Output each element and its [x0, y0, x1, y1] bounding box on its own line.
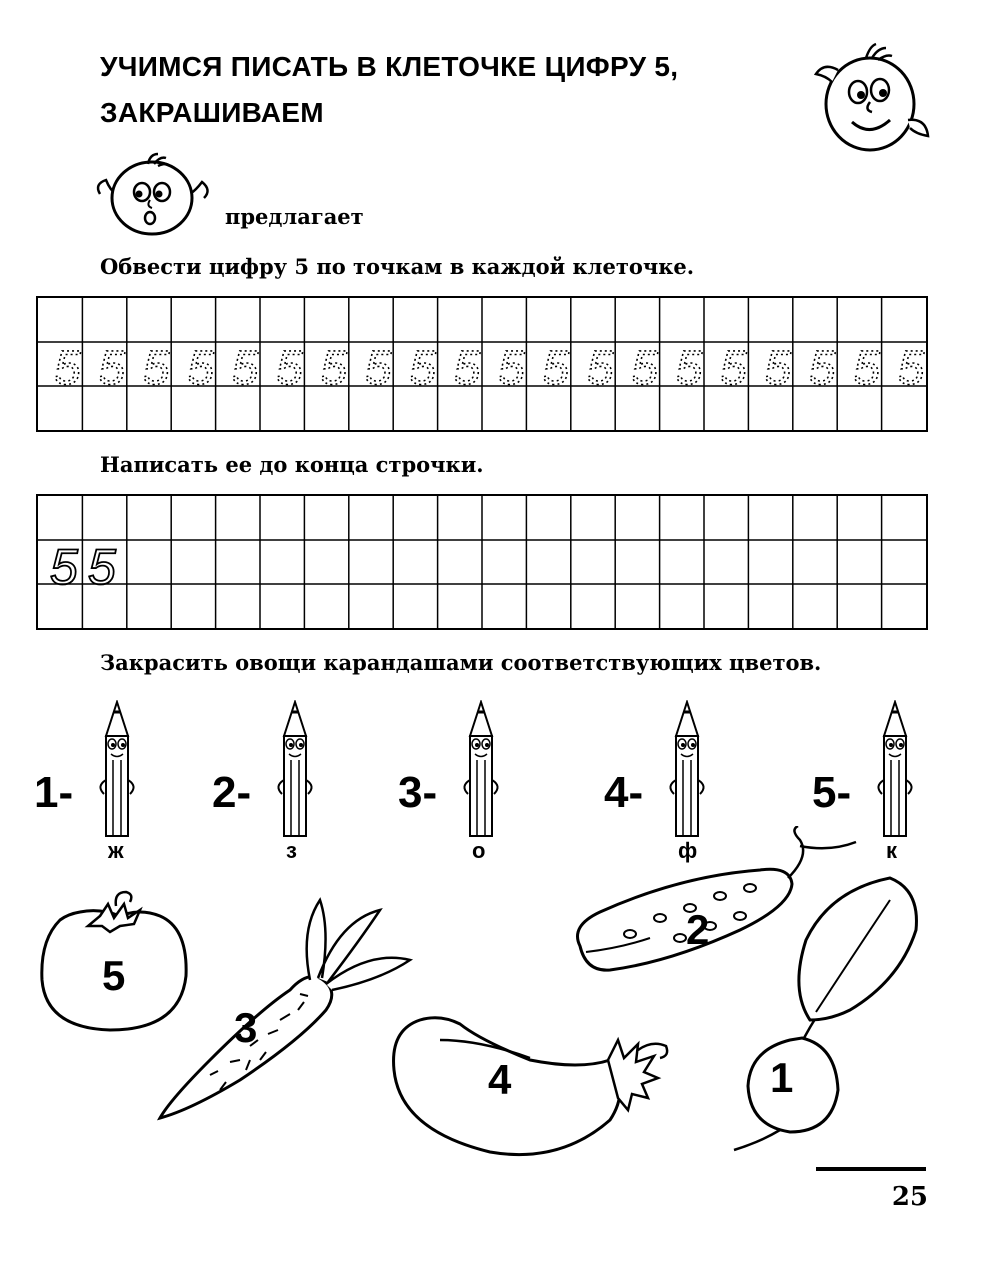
pencil-number: 5-	[812, 768, 852, 817]
pencil-number: 2-	[212, 768, 252, 817]
dotted-digit: 5	[187, 342, 214, 395]
dotted-digit: 5	[98, 342, 126, 395]
page-title	[100, 44, 700, 136]
radish-drawing[interactable]	[720, 870, 940, 1160]
title-line-1: УЧИМСЯ ПИСАТЬ В КЛЕТОЧКЕ ЦИФРУ 5,	[100, 51, 679, 82]
page-number: 25	[891, 1182, 928, 1212]
dotted-digit: 5	[142, 342, 170, 395]
trace-instruction: Обвести цифру 5 по точкам в каждой клеточке.	[100, 254, 695, 279]
pencil-color-letter: ж	[108, 838, 124, 863]
dotted-digit: 5	[320, 342, 348, 395]
pencil-item	[212, 700, 342, 870]
pencil-number: 4-	[604, 768, 644, 817]
dotted-digit: 5	[720, 342, 747, 395]
pencil-color-letter: о	[472, 838, 486, 863]
pencil-icon	[92, 700, 142, 840]
dotted-digit: 5	[631, 342, 658, 395]
tracing-grid[interactable]	[36, 296, 928, 432]
pencil-color-letter: ф	[678, 838, 698, 863]
dotted-digit: 5	[586, 342, 614, 395]
dotted-digit: 5	[675, 342, 703, 395]
pencil-icon	[270, 700, 320, 840]
dotted-digit: 5	[54, 342, 81, 395]
dotted-digit: 5	[498, 342, 525, 395]
write-instruction: Написать ее до конца строчки.	[100, 452, 484, 477]
pencil-item	[34, 700, 164, 870]
eggplant-drawing[interactable]	[380, 1000, 680, 1170]
pencil-item	[398, 700, 528, 870]
smiling-boy-face-icon	[808, 40, 938, 160]
pencil-icon	[456, 700, 506, 840]
title-line-2: ЗАКРАШИВАЕМ	[100, 97, 324, 128]
dotted-digit: 5	[808, 342, 836, 395]
tomato-number: 5	[102, 952, 126, 999]
pencil-icon	[662, 700, 712, 840]
example-digit: 5	[50, 539, 78, 595]
dotted-digit: 5	[542, 342, 570, 395]
page-number-rule	[816, 1167, 926, 1171]
boy-face-icon	[92, 152, 212, 238]
dotted-digit: 5	[276, 342, 303, 395]
radish-number: 1	[770, 1054, 794, 1101]
helper-caption: предлагает	[225, 204, 364, 229]
pencil-number: 3-	[398, 768, 438, 817]
dotted-digit: 5	[409, 342, 436, 395]
example-digit: 5	[88, 539, 116, 595]
dotted-digit: 5	[231, 342, 259, 395]
cucumber-number: 2	[686, 906, 710, 953]
pencil-color-letter: з	[286, 838, 297, 863]
dotted-digit: 5	[453, 342, 481, 395]
dotted-digit: 5	[897, 342, 925, 395]
pencil-number: 1-	[34, 768, 74, 817]
dotted-digit: 5	[853, 342, 880, 395]
writing-grid[interactable]	[36, 494, 928, 630]
dotted-digit: 5	[764, 342, 792, 395]
eggplant-number: 4	[488, 1056, 512, 1103]
dotted-digit: 5	[364, 342, 392, 395]
pencil-color-letter: к	[886, 838, 898, 863]
pencil-icon	[870, 700, 920, 840]
carrot-number: 3	[234, 1004, 258, 1051]
color-instruction: Закрасить овощи карандашами соответствующих цветов.	[100, 650, 822, 675]
